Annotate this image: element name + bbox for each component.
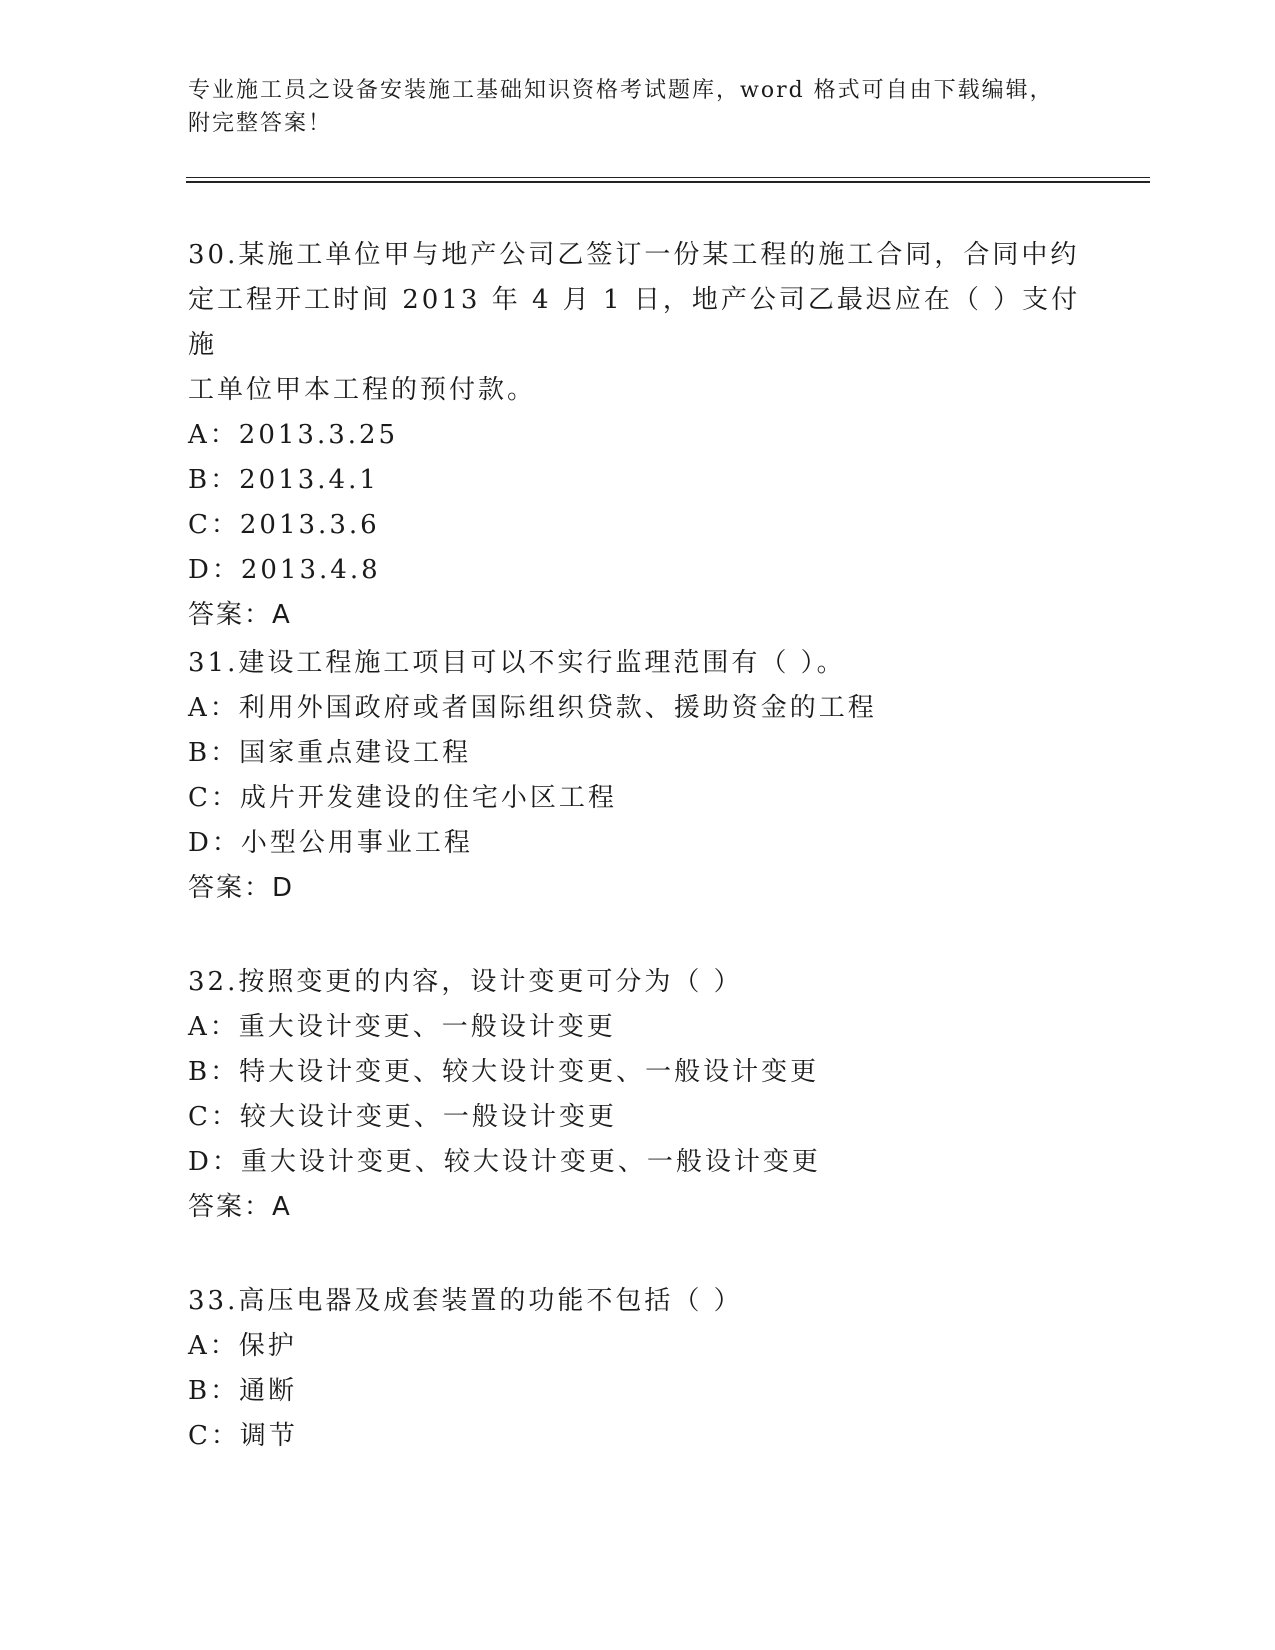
question-stem: 31.建设工程施工项目可以不实行监理范围有（ ）。 xyxy=(188,648,846,678)
header-divider-line xyxy=(186,177,1150,178)
question-33 xyxy=(188,1279,1088,1459)
option-c: C：成片开发建设的住宅小区工程 xyxy=(188,783,617,813)
question-32 xyxy=(188,960,1088,1230)
question-stem: 30.某施工单位甲与地产公司乙签订一份某工程的施工合同，合同中约 定工程开工时间 2013 年 4 月 1 日，地产公司乙最迟应在（ ）支付施 工单位甲本工程的预付款。 xyxy=(188,240,1081,405)
option-d: D：2013.4.8 xyxy=(188,555,381,585)
option-b: B：特大设计变更、较大设计变更、一般设计变更 xyxy=(188,1057,820,1087)
answer: 答案：A xyxy=(188,1192,292,1222)
question-30 xyxy=(188,233,1088,638)
option-c: C：调节 xyxy=(188,1421,298,1451)
option-a: A：2013.3.25 xyxy=(188,420,399,450)
option-b: B：2013.4.1 xyxy=(188,465,379,495)
option-c: C：2013.3.6 xyxy=(188,510,380,540)
question-stem: 32.按照变更的内容，设计变更可分为（ ） xyxy=(188,967,743,997)
question-31 xyxy=(188,641,1088,911)
option-b: B：通断 xyxy=(188,1376,298,1406)
option-b: B：国家重点建设工程 xyxy=(188,738,472,768)
option-c: C：较大设计变更、一般设计变更 xyxy=(188,1102,617,1132)
option-d: D：小型公用事业工程 xyxy=(188,828,473,858)
answer: 答案：A xyxy=(188,600,292,630)
header-divider-line-thick xyxy=(186,181,1150,183)
option-d: D：重大设计变更、较大设计变更、一般设计变更 xyxy=(188,1147,821,1177)
answer: 答案：D xyxy=(188,873,295,903)
document-header: 专业施工员之设备安装施工基础知识资格考试题库，word 格式可自由下载编辑， 附完整答案！ xyxy=(188,78,1054,136)
question-stem: 33.高压电器及成套装置的功能不包括（ ） xyxy=(188,1286,743,1316)
option-a: A：利用外国政府或者国际组织贷款、援助资金的工程 xyxy=(188,693,877,723)
option-a: A：保护 xyxy=(188,1331,297,1361)
option-a: A：重大设计变更、一般设计变更 xyxy=(188,1012,616,1042)
